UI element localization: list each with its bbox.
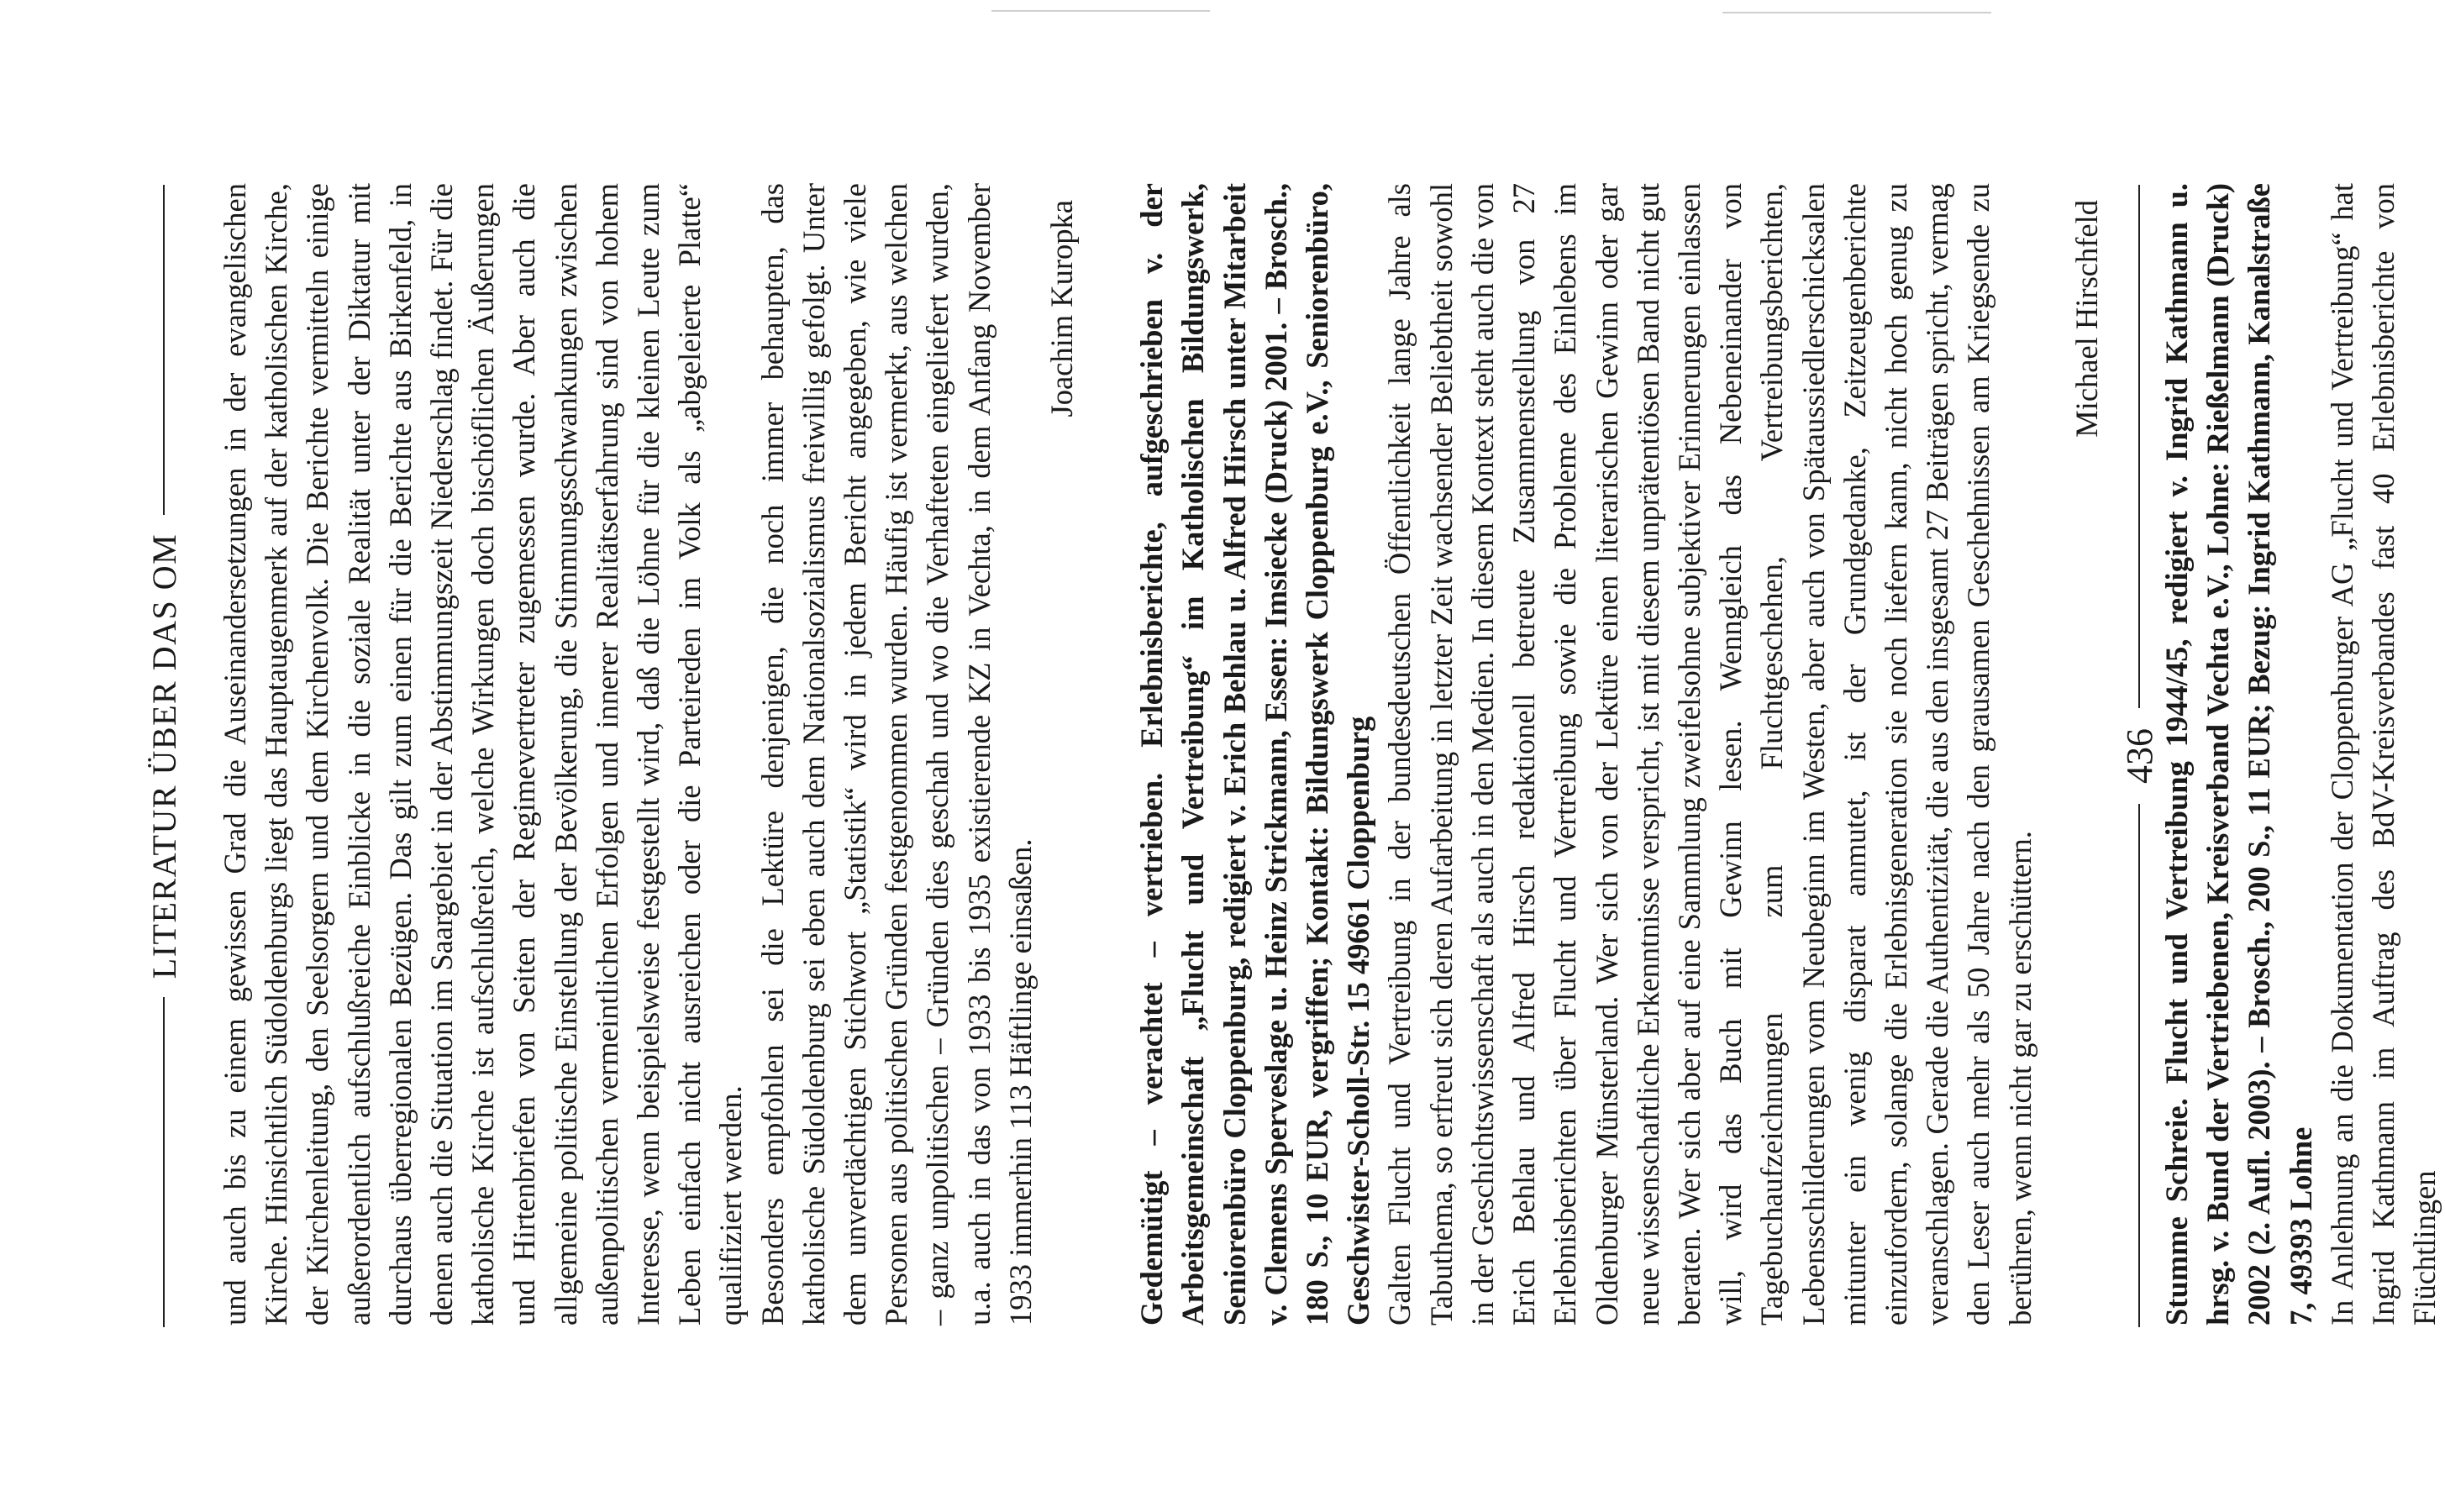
footer-rule-left [2138, 804, 2140, 1327]
bibliographic-entry: Gedemütigt – verachtet – vertrieben. Erlebnisberichte, aufgeschrieben v. der Arbeitsgemeinschaft „Flucht und Vertreibung“ im Katholischen Bildungswerk, Seniorenbüro Cloppenburg, redigiert v. Erich Behlau u. Alfred Hirsch unter Mitarbeit v. Clemens Sperveslage u. Heinz Strickmann, Essen: Imsiecke (Druck) 2001. – Brosch., 180 S., 10 EUR, vergriffen; Kontakt: Bildungswerk Cloppenburg e.V., Seniorenbüro, Geschwister-Scholl-Str. 15 49661 Cloppenburg [1134, 183, 1376, 1326]
page-number: 436 [2118, 728, 2160, 784]
section-gap [1082, 183, 1131, 1326]
running-header [139, 185, 189, 1327]
signature-gap [2041, 183, 2066, 1326]
review-author-signature: Michael Hirschfeld [2069, 200, 2104, 438]
review-author-signature: Joachim Kuropka [1044, 200, 1080, 417]
paragraph: In Anlehnung an die Dokumentation der Cloppenburger AG „Flucht und Vertreibung“ hat Ingrid Kathmann im Auftrag des BdV-Kreisverbandes fast 40 Erlebnisberichte von Flüchtlingen [2324, 183, 2442, 1326]
paragraph: und auch bis zu einem gewissen Grad die Auseinandersetzungen in der evangelischen Kirche. Hinsichtlich Südoldenburgs liegt das Hauptaugenmerk auf der katholischen Kirche, der Kirchenleitung, den Seelsorgern und dem Kirchenvolk. Die Berichte vermitteln einige außerordentlich aufschlußreiche Einblicke in die soziale Realität unter der Diktatur mit durchaus überregionalen Bezügen. Das gilt zum einen für die Berichte aus Birkenfeld, in denen auch die Situation im Saargebiet in der Abstimmungszeit Niederschlag findet. Für die katholische Kirche ist aufschlußreich, welche Wirkungen doch bischöflichen Äußerungen und Hirtenbriefen von Seiten der Regimevertreter zugemessen wurde. Aber auch die allgemeine politische Einstellung der Bevölkerung, die Stimmungsschwankungen zwischen außenpolitischen vermeintlichen Erfolgen und innerer Realitätserfahrung sind von hohem Interesse, wenn beispielsweise festgestellt wird, daß die Löhne für die kleinen Leute zum Leben einfach nicht ausreichen oder die Parteireden im Volk als „abgeleierte Platte“ qualifiziert werden. [218, 183, 749, 1326]
bibliographic-entry: Stumme Schreie. Flucht und Vertreibung 1944/45, redigiert v. Ingrid Kathmann u. hrsg. v. Bund der Vertriebenen, Kreisverband Vechta e.V., Lohne: Rießelmann (Druck) 2002 (2. Aufl. 2003). – Brosch., 200 S., 11 EUR; Bezug: Ingrid Kathmann, Kanalstraße 7, 49393 Lohne [2158, 183, 2318, 1326]
footer-rule-right [2138, 185, 2140, 708]
header-title: LITERATUR ÜBER DAS OM [145, 533, 183, 979]
page-footer [2114, 185, 2164, 1327]
paragraph: Besonders empfohlen sei die Lektüre denjenigen, die noch immer behaupten, das katholische Südoldenburg sei eben auch dem Nationalsozialismus freiwillig gefolgt. Unter dem unverdächtigen Stichwort „Statistik“ wird in jedem Bericht angegeben, wie viele Personen aus politischen Gründen festgenommen wurden. Häufig ist vermerkt, aus welchen – ganz unpolitischen – Gründen dies geschah und wo die Verhafteten eingeliefert wurden, u.a. auch in das von 1933 bis 1935 existierende KZ in Vechta, in dem Anfang November 1933 immerhin 113 Häftlinge einsaßen. [755, 183, 1038, 1326]
paragraph: Galten Flucht und Vertreibung in der bundesdeutschen Öffentlichkeit lange Jahre als Tabuthema, so erfreut sich deren Aufarbeitung in letzter Zeit wachsender Beliebtheit sowohl in der Geschichtswissenschaft als auch in den Medien. In diesem Kontext steht auch die von Erich Behlau und Alfred Hirsch redaktionell betreute Zusammenstellung von 27 Erlebnisberichten über Flucht und Vertreibung sowie die Probleme des Einlebens im Oldenburger Münsterland. Wer sich von der Lektüre einen literarischen Gewinn oder gar neue wissenschaftliche Erkenntnisse verspricht, ist mit diesem unprätentiösen Band nicht gut beraten. Wer sich aber auf eine Sammlung zweifelsohne subjektiver Erinnerungen einlassen will, wird das Buch mit Gewinn lesen. Wenngleich das Nebeneinander von Tagebuchaufzeichnungen zum Fluchtgeschehen, Vertreibungsberichten, Lebensschilderungen vom Neubeginn im Westen, aber auch von Spätaussiedlerschicksalen mitunter ein wenig disparat anmutet, ist der Grundgedanke, Zeitzeugenberichte einzufordern, solange die Erlebnisgeneration sie noch liefern kann, nicht hoch genug zu veranschlagen. Gerade die Authentizität, die aus den insgesamt 27 Beiträgen spricht, vermag den Leser auch mehr als 50 Jahre nach den grausamen Geschehnissen am Kriegsende zu berühren, wenn nicht gar zu erschüttern. [1382, 183, 2038, 1326]
header-rule-left [163, 997, 165, 1327]
header-rule-right [163, 185, 165, 515]
